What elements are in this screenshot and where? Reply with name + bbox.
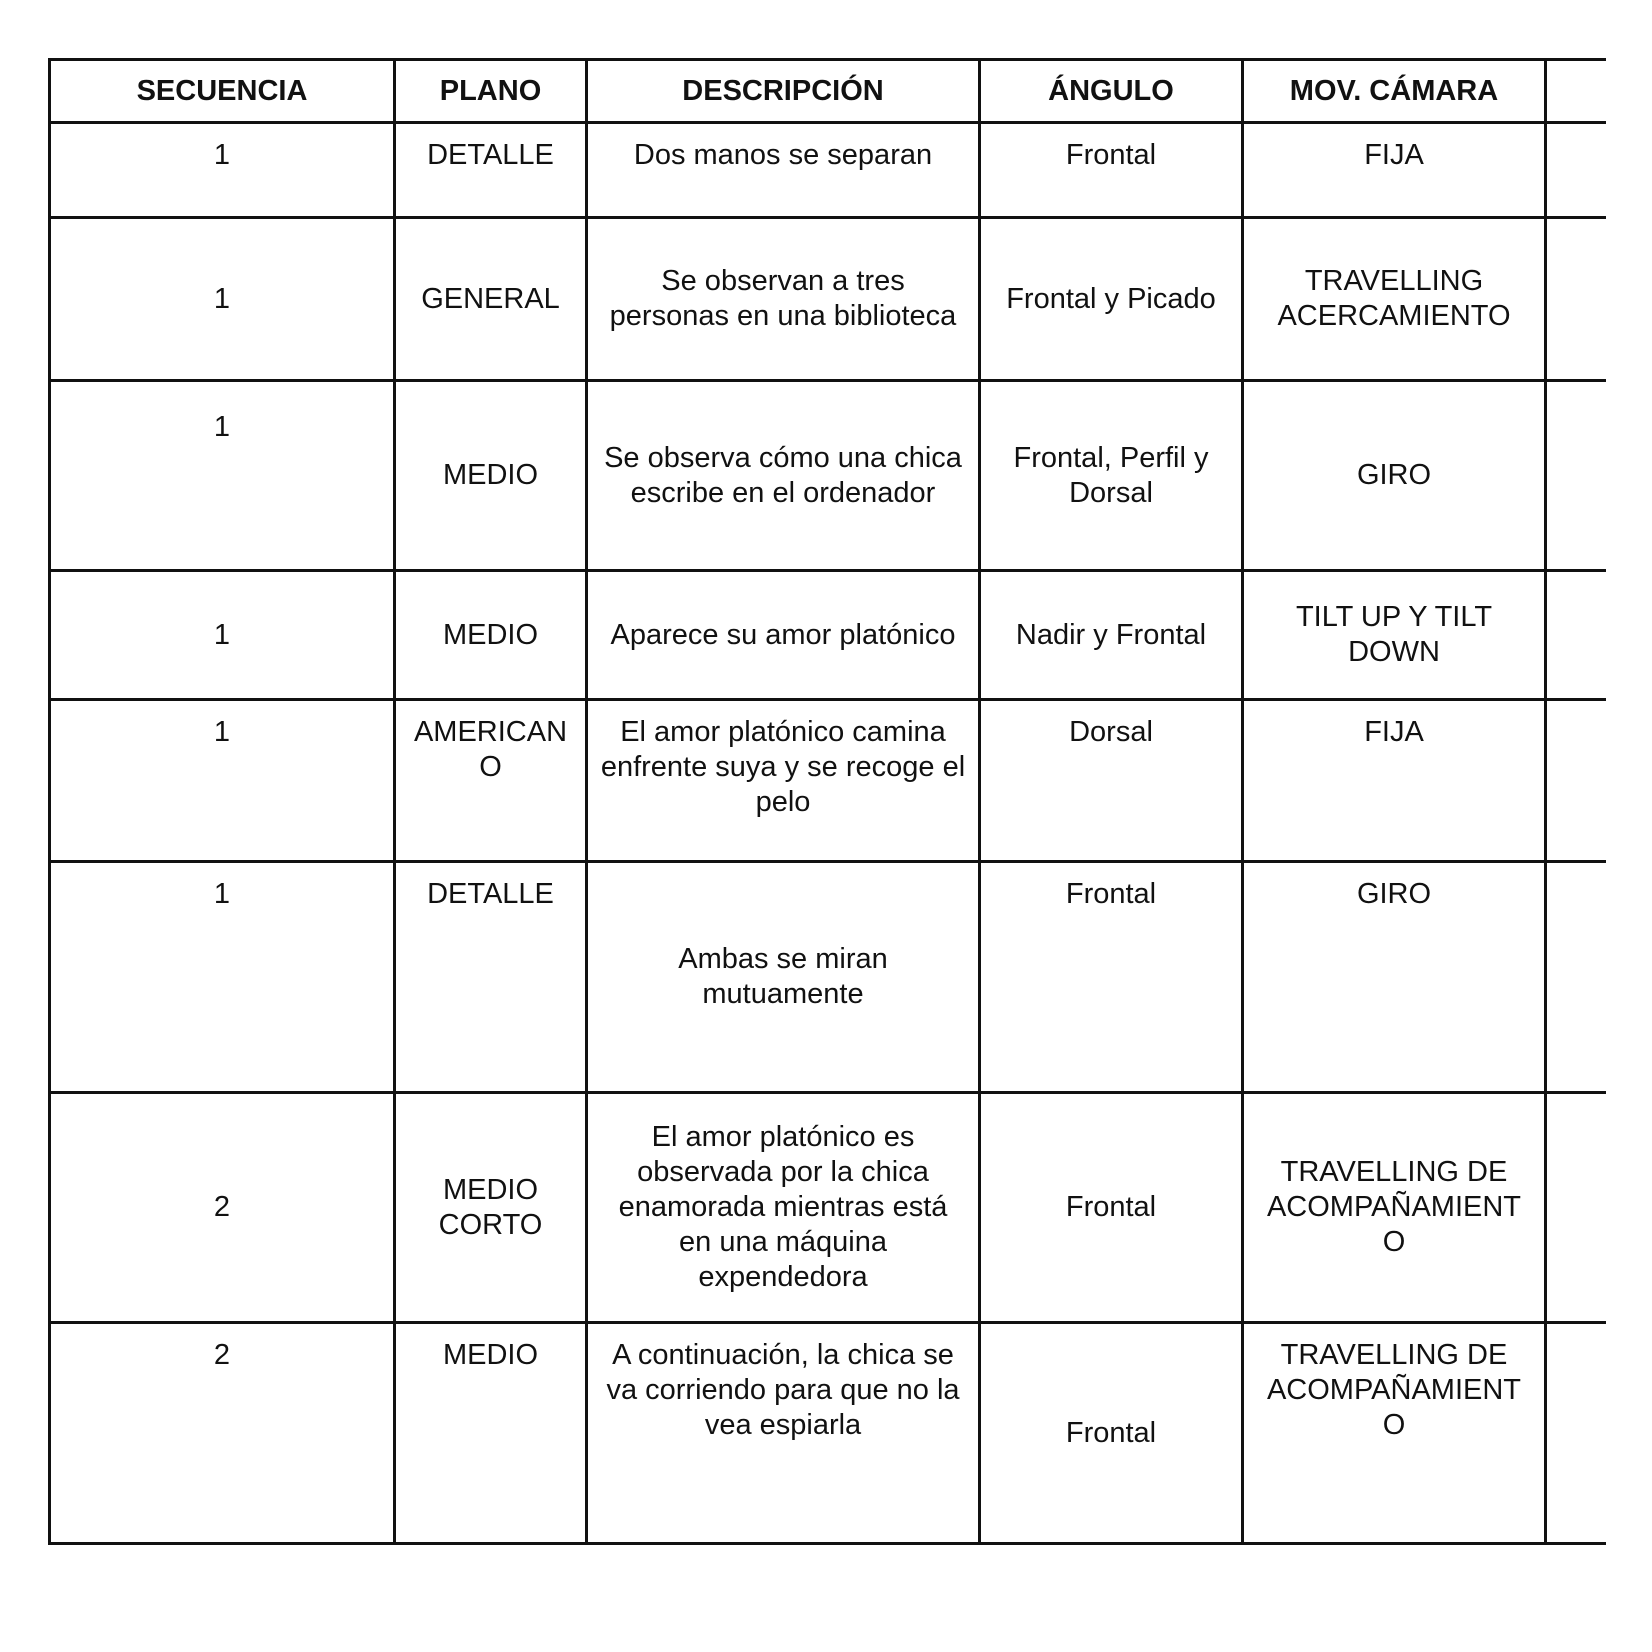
cell-line: escribe en el ordenador — [630, 476, 936, 509]
cell-line: FIJA — [1364, 716, 1424, 748]
cell-line: expendedora — [698, 1261, 868, 1293]
cell-plano — [395, 381, 587, 571]
cell-line: DETALLE — [427, 878, 554, 910]
cell-line: DOWN — [1348, 636, 1440, 668]
cell-line: A continuación, la chica se — [612, 1339, 954, 1371]
header-row — [50, 60, 1606, 123]
cell-cut-off-column — [1546, 571, 1606, 700]
cell-line: O — [479, 751, 502, 783]
cell-line: O — [1382, 1409, 1406, 1441]
cell-descripcion — [587, 1093, 980, 1323]
cell-line: Frontal — [1065, 1416, 1157, 1449]
cell-descripcion — [587, 123, 980, 218]
cell-cut-off-column — [1546, 1093, 1606, 1323]
cell-secuencia: 1 — [50, 123, 395, 218]
cell-plano — [395, 571, 587, 700]
cell-line: ACOMPAÑAMIENT — [1266, 1191, 1522, 1223]
cell-line: ACOMPAÑAMIENT — [1266, 1374, 1522, 1406]
cell-cut-off-column — [1546, 123, 1606, 218]
cell-line: CORTO — [438, 1208, 543, 1241]
cell-line: mutuamente — [702, 978, 864, 1010]
cell-line: Frontal, Perfil y — [1013, 441, 1209, 474]
cell-plano — [395, 700, 587, 862]
cell-line: TRAVELLING — [1304, 265, 1484, 297]
cell-angulo — [980, 700, 1243, 862]
cell-line: MEDIO — [442, 618, 539, 651]
cell-angulo — [980, 1093, 1243, 1323]
cell-mov-camara — [1243, 571, 1546, 700]
cell-angulo — [980, 862, 1243, 1093]
cell-line: Frontal — [1065, 878, 1157, 910]
cell-secuencia: 2 — [50, 1093, 395, 1323]
cell-angulo — [980, 1323, 1243, 1544]
storyboard-table — [48, 58, 1606, 1545]
cell-secuencia: 1 — [50, 700, 395, 862]
cell-line: Frontal y Picado — [1006, 282, 1216, 315]
header-descripcion: DESCRIPCIÓN — [587, 60, 980, 123]
table-row — [50, 381, 1606, 571]
cell-line: enamorada mientras está — [618, 1191, 948, 1223]
table-row — [50, 218, 1606, 381]
cell-cut-off-column — [1546, 700, 1606, 862]
cell-cut-off-column — [1546, 381, 1606, 571]
cell-angulo — [980, 381, 1243, 571]
header-angulo: ÁNGULO — [980, 60, 1243, 123]
table-row — [50, 571, 1606, 700]
table-body — [50, 123, 1606, 1544]
cell-secuencia: 2 — [50, 1323, 395, 1544]
cell-line: personas en una biblioteca — [609, 300, 957, 332]
cell-cut-off-column — [1546, 862, 1606, 1093]
cell-descripcion — [587, 1323, 980, 1544]
cell-mov-camara — [1243, 700, 1546, 862]
cell-plano — [395, 123, 587, 218]
header-cut-off-column — [1546, 60, 1606, 123]
cell-line: va corriendo para que no la — [606, 1374, 960, 1406]
cell-line: enfrente suya y se recoge el — [600, 751, 966, 783]
cell-secuencia: 1 — [50, 862, 395, 1093]
cell-plano — [395, 1323, 587, 1544]
cell-line: TRAVELLING DE — [1280, 1339, 1508, 1371]
cell-line: Frontal — [1065, 1191, 1157, 1223]
cell-line: Dorsal — [1069, 716, 1153, 748]
cell-line: MEDIO — [442, 1339, 539, 1371]
table-row — [50, 862, 1606, 1093]
table-row — [50, 1093, 1606, 1323]
table-row — [50, 123, 1606, 218]
cell-angulo — [980, 123, 1243, 218]
cell-line: MEDIO — [442, 459, 539, 491]
cell-line: El amor platónico camina — [620, 716, 946, 748]
cell-line: GIRO — [1356, 459, 1432, 491]
cell-descripcion — [587, 381, 980, 571]
cell-cut-off-column — [1546, 218, 1606, 381]
cell-angulo — [980, 218, 1243, 381]
cell-line: Se observan a tres — [661, 265, 905, 297]
header-plano: PLANO — [395, 60, 587, 123]
cell-line: El amor platónico es — [651, 1121, 915, 1153]
cell-mov-camara — [1243, 1323, 1546, 1544]
cell-line: Dos manos se separan — [633, 139, 933, 171]
cell-line: MEDIO — [442, 1173, 539, 1206]
cell-mov-camara — [1243, 1093, 1546, 1323]
cell-line: Se observa cómo una chica — [604, 441, 962, 474]
cell-line: AMERICAN — [413, 716, 568, 748]
cell-line: FIJA — [1364, 139, 1424, 171]
cell-secuencia: 1 — [50, 571, 395, 700]
cell-line: O — [1382, 1226, 1406, 1258]
header-mov-camara: MOV. CÁMARA — [1243, 60, 1546, 123]
cell-angulo — [980, 571, 1243, 700]
cell-line: Nadir y Frontal — [1015, 618, 1207, 651]
table-row — [50, 1323, 1606, 1544]
cell-line: Aparece su amor platónico — [610, 618, 956, 651]
cell-line: Ambas se miran — [678, 943, 888, 975]
cell-line: pelo — [755, 786, 811, 818]
cell-line: DETALLE — [427, 139, 554, 171]
cell-line: TILT UP Y TILT — [1295, 601, 1493, 633]
cell-descripcion — [587, 700, 980, 862]
cell-descripcion — [587, 218, 980, 381]
cell-plano — [395, 862, 587, 1093]
cell-line: GENERAL — [421, 282, 560, 315]
cell-mov-camara — [1243, 381, 1546, 571]
cell-mov-camara — [1243, 123, 1546, 218]
cell-descripcion — [587, 571, 980, 700]
cell-line: ACERCAMIENTO — [1277, 300, 1511, 332]
cell-descripcion — [587, 862, 980, 1093]
cell-line: Dorsal — [1069, 476, 1153, 509]
cell-line: Frontal — [1065, 139, 1157, 171]
cell-line: TRAVELLING DE — [1280, 1156, 1508, 1188]
cell-line: vea espiarla — [704, 1409, 862, 1441]
cell-plano — [395, 1093, 587, 1323]
cell-plano — [395, 218, 587, 381]
cell-line: en una máquina — [679, 1226, 887, 1258]
cell-secuencia: 1 — [50, 381, 395, 571]
header-secuencia: SECUENCIA — [50, 60, 395, 123]
cell-cut-off-column — [1546, 1323, 1606, 1544]
cell-mov-camara — [1243, 218, 1546, 381]
cell-mov-camara — [1243, 862, 1546, 1093]
cell-secuencia: 1 — [50, 218, 395, 381]
cell-line: GIRO — [1356, 878, 1432, 910]
cell-line: observada por la chica — [637, 1156, 929, 1188]
table-row — [50, 700, 1606, 862]
